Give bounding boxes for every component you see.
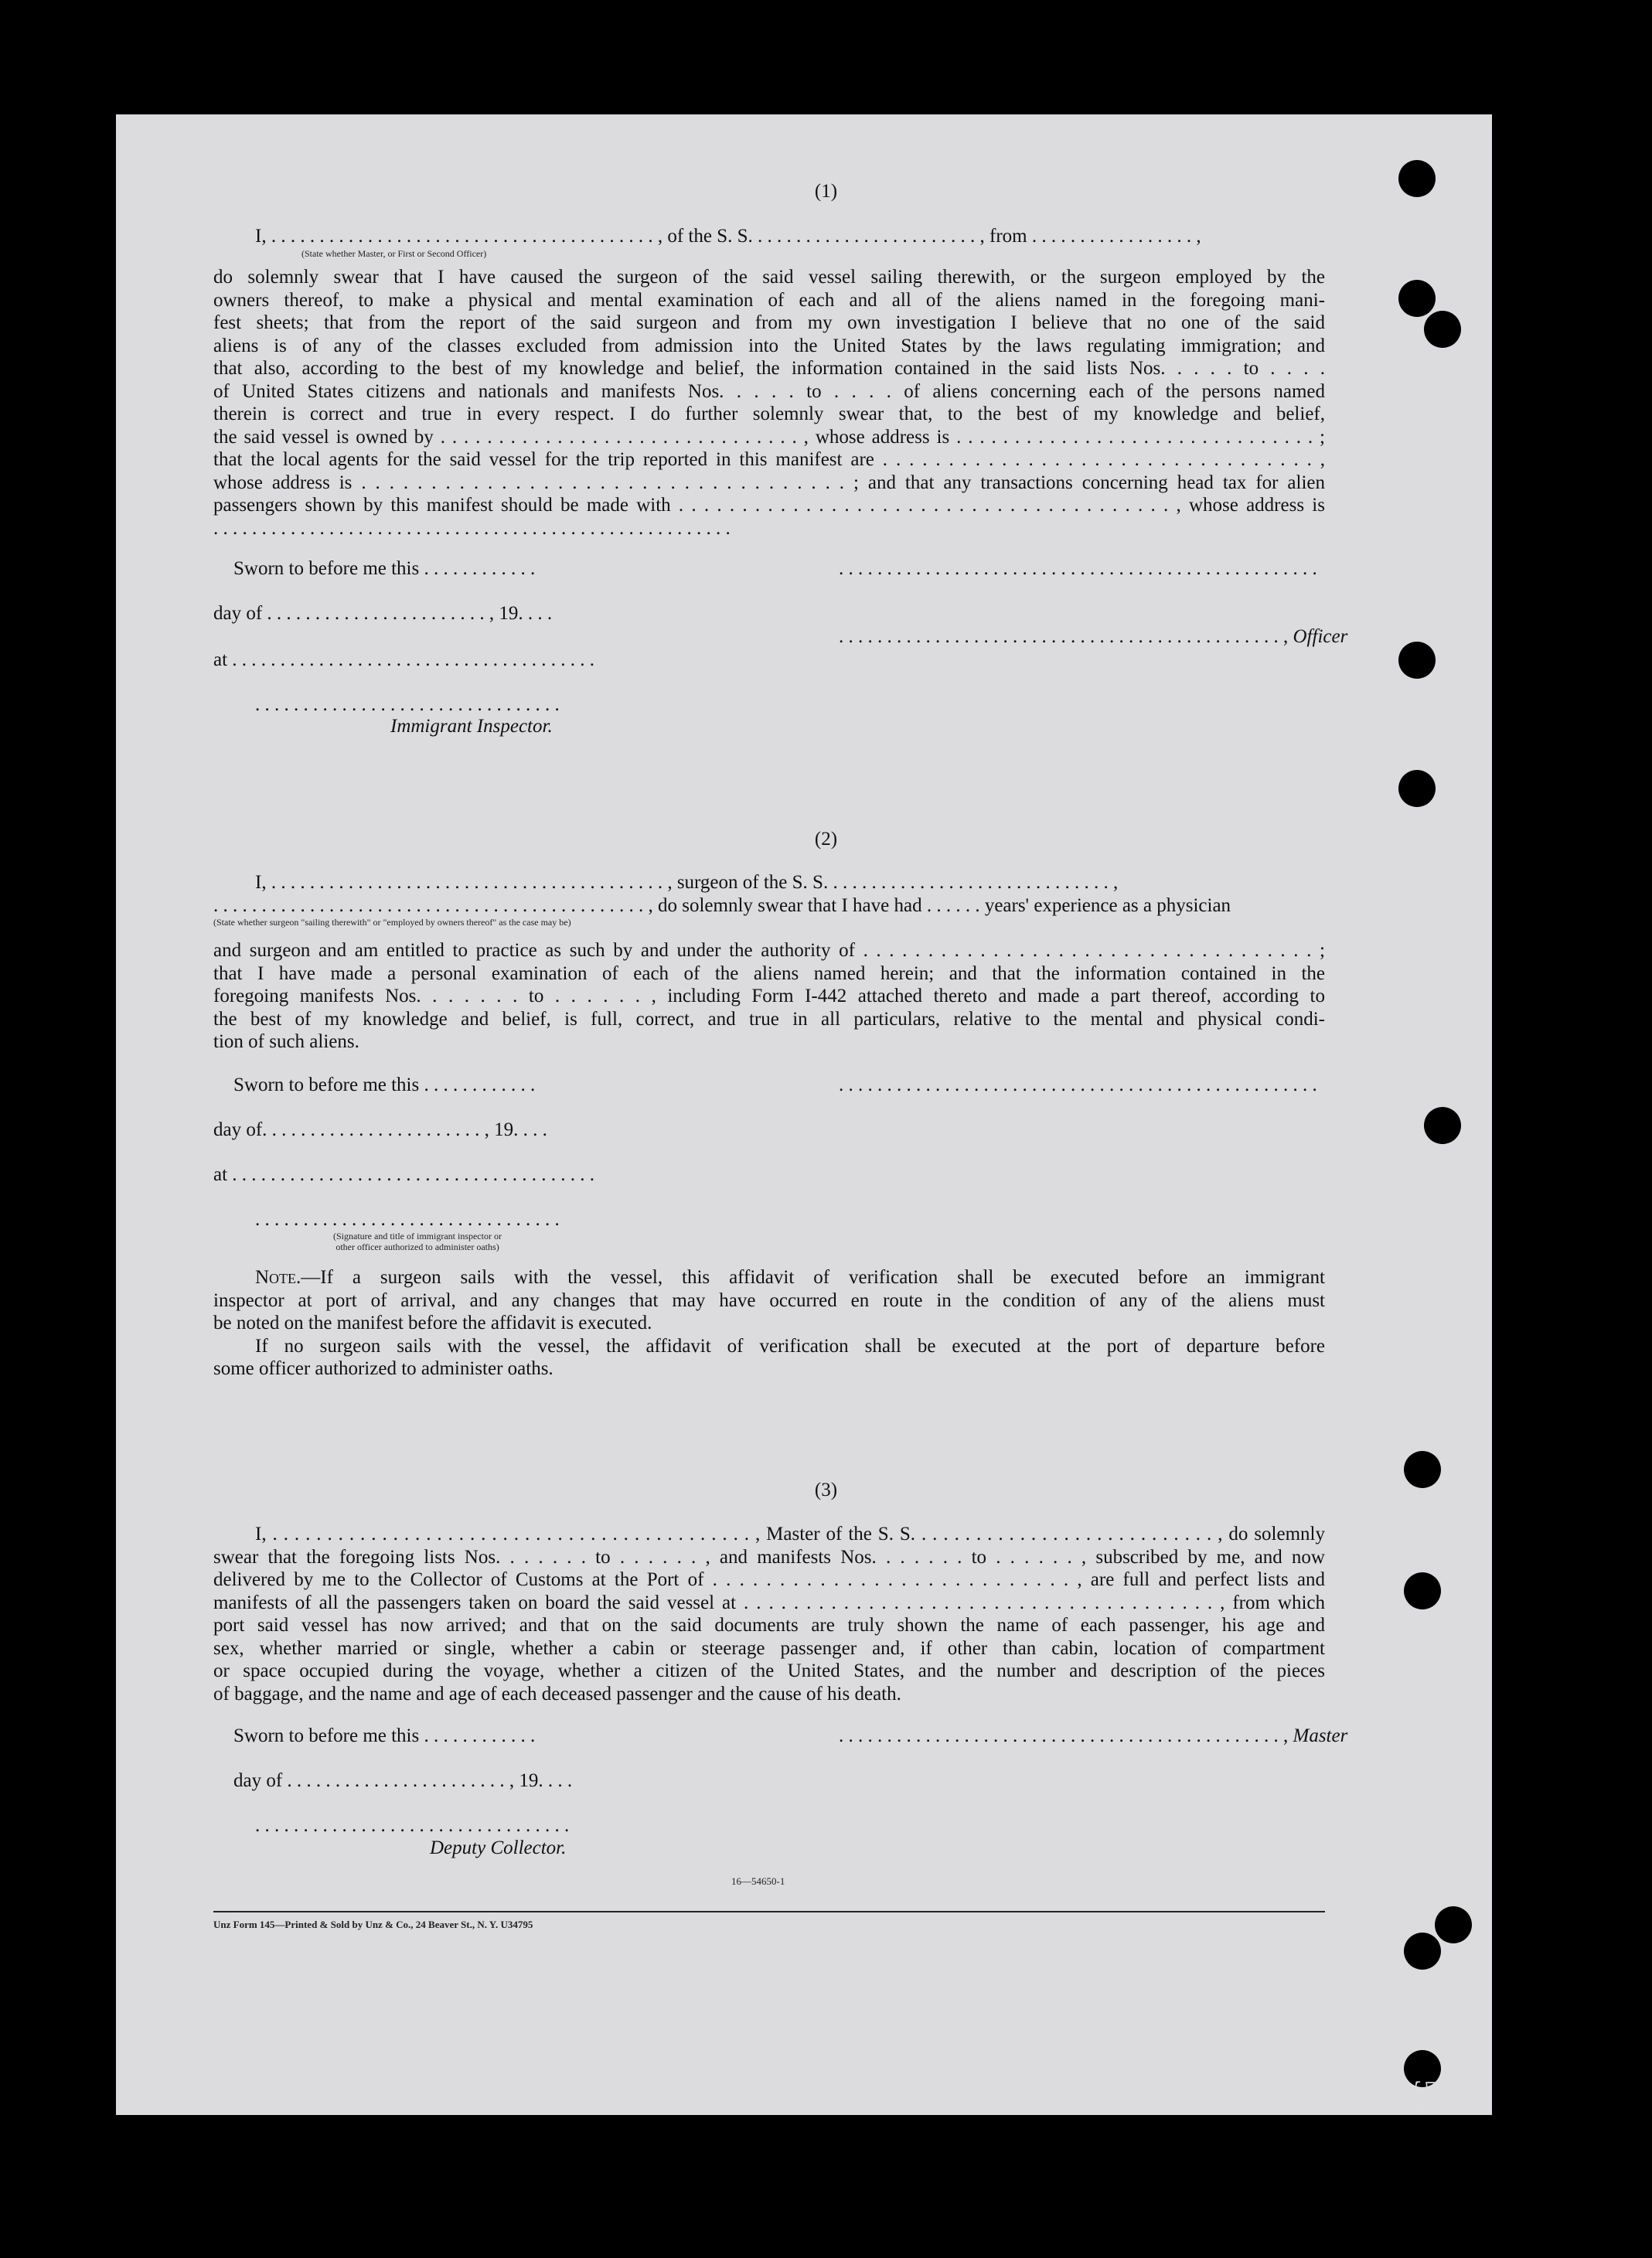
section-1-at: at . . . . . . . . . . . . . . . . . . . . . . . . . . . . . . . . . . . . . . bbox=[213, 649, 595, 670]
section-1-oath-line: I, . . . . . . . . . . . . . . . . . . . . . . . . . . . . . . . . . . . . . . . . , of the S. S. . . . . . . . . . . . . . . . . . . . . . . . , from . . . . . . . . . . . . . . . . . , bbox=[255, 226, 1201, 247]
text-line: the best of my knowledge and belief, is full, correct, and true in all particulars, relative to the mental and physical condi- bbox=[213, 1008, 1325, 1030]
text-line: inspector at port of arrival, and any changes that may have occurred en route in the condition of any of the aliens must bbox=[213, 1289, 1325, 1311]
text-line: delivered by me to the Collector of Customs at the Port of . . . . . . . . . . . . . . . . . . . . . . . . . . . , are full and perfect lists and bbox=[213, 1569, 1325, 1590]
officer-label: Officer bbox=[1293, 626, 1348, 647]
form-number: 16—54650-1 bbox=[731, 1875, 785, 1887]
text-line: that the local agents for the said vessel for the trip reported in this manifest are . . . . . . . . . . . . . . . . . . . . . . . . . . . . . . . . . , bbox=[213, 449, 1325, 470]
section-2-oath-line: I, . . . . . . . . . . . . . . . . . . . . . . . . . . . . . . . . . . . . . . . . . , surgeon of the S. S. . . . . . . . . . . . . . . . . . . . . . . . . . . . . . , bbox=[255, 872, 1119, 893]
text-line: . . . . . . . . . . . . . . . . . . . . . . . . . . . . . . . . . . . . . . . . . . . . . . . . . . . . . . bbox=[213, 517, 731, 539]
officer-dots: . . . . . . . . . . . . . . . . . . . . . . . . . . . . . . . . . . . . . . . . . . . . . . , bbox=[839, 626, 1293, 647]
text-line: do solemnly swear that I have caused the surgeon of the said vessel sailing therewith, or the surgeon employed by the bbox=[213, 267, 1325, 288]
text-line bbox=[213, 1266, 1325, 1289]
text-line: that also, according to the best of my knowledge and belief, the information contained in the said lists Nos. . . . . to . . . . bbox=[213, 358, 1325, 379]
text-line: whose address is . . . . . . . . . . . . . . . . . . . . . . . . . . . . . . . . . . . ; and that any transactions concerning head tax for alien bbox=[213, 472, 1325, 493]
text-line: port said vessel has now arrived; and that on the said documents are truly shown the name of each passenger, his age and bbox=[213, 1615, 1325, 1636]
section-2-signature-line: . . . . . . . . . . . . . . . . . . . . . . . . . . . . . . . . . . . . . . . . . . . . . . . . . . bbox=[839, 1075, 1317, 1095]
section-2-at: at . . . . . . . . . . . . . . . . . . . . . . . . . . . . . . . . . . . . . . bbox=[213, 1164, 595, 1185]
text-line: of baggage, and the name and age of each deceased passenger and the cause of his death. bbox=[213, 1683, 901, 1705]
binder-hole-5 bbox=[1398, 770, 1436, 807]
section-2-paragraph bbox=[213, 939, 1325, 1054]
section-3-number: (3) bbox=[814, 1480, 838, 1500]
section-2-number: (2) bbox=[814, 829, 838, 850]
text-line: be noted on the manifest before the affidavit is executed. bbox=[213, 1313, 652, 1333]
text-line: If no surgeon sails with the vessel, the affidavit of verification shall be executed at the port of departure before bbox=[255, 1335, 1325, 1357]
master-label: Master bbox=[1293, 1725, 1348, 1746]
binder-hole-9 bbox=[1435, 1906, 1472, 1943]
footer-printer: Unz Form 145—Printed & Sold by Unz & Co., 24 Beaver St., N. Y. U34795 bbox=[213, 1919, 533, 1930]
text-line: passengers shown by this manifest should be made with . . . . . . . . . . . . . . . . . . . . . . . . . . . . . . . . . . . . . . . , whose address is bbox=[213, 495, 1325, 516]
section-1-officer-line bbox=[839, 626, 1347, 648]
section-3-paragraph bbox=[213, 1523, 1325, 1705]
caption-line: (Signature and title of immigrant inspector or bbox=[333, 1231, 502, 1241]
section-1-inspector-line: . . . . . . . . . . . . . . . . . . . . . . . . . . . . . . . . bbox=[255, 694, 560, 715]
section-2-note bbox=[213, 1266, 1325, 1381]
text-line: swear that the foregoing lists Nos. . . . . . . to . . . . . . , and manifests Nos. . . . . . . to . . . . . . , subscribed by me, and now bbox=[213, 1546, 1325, 1568]
section-3-sworn: Sworn to before me this . . . . . . . . . . . . bbox=[233, 1725, 536, 1746]
note-label: Note. bbox=[255, 1267, 301, 1288]
section-1-inspector-label: Immigrant Inspector. bbox=[390, 716, 553, 737]
section-1-signature-line: . . . . . . . . . . . . . . . . . . . . . . . . . . . . . . . . . . . . . . . . . . . . . . . . . . bbox=[839, 558, 1317, 579]
section-3-deputy-label: Deputy Collector. bbox=[430, 1837, 567, 1858]
section-1-paragraph bbox=[213, 266, 1325, 540]
section-2-experience-line: . . . . . . . . . . . . . . . . . . . . . . . . . . . . . . . . . . . . . . . . . . . . . , do solemnly swear that I have had . . . . . . years' experience as a physician bbox=[213, 895, 1231, 916]
text-line: owners thereof, to make a physical and mental examination of each and all of the aliens named in the foregoing mani- bbox=[213, 289, 1325, 311]
section-2-inspector-caption bbox=[255, 1231, 580, 1252]
text-line: the said vessel is owned by . . . . . . . . . . . . . . . . . . . . . . . . . . . . . . . , whose address is . . . . . . . . . . . . . . . . . . . . . . . . . . . . . . . ; bbox=[213, 426, 1325, 448]
text-line: some officer authorized to administer oaths. bbox=[213, 1358, 554, 1379]
section-1-sworn: Sworn to before me this . . . . . . . . . . . . bbox=[233, 558, 536, 579]
master-dots: . . . . . . . . . . . . . . . . . . . . . . . . . . . . . . . . . . . . . . . . . . . . . . , bbox=[839, 1725, 1293, 1746]
text-line: foregoing manifests Nos. . . . . . . to . . . . . . , including Form I-442 attached thereto and made a part thereof, according to bbox=[213, 986, 1325, 1006]
page-number: 53 bbox=[1408, 2079, 1443, 2110]
footer-rule bbox=[213, 1911, 1325, 1912]
text-line: therein is correct and true in every respect. I do further solemnly swear that, to the best of my knowledge and belief, bbox=[213, 404, 1325, 424]
text-line: tion of such aliens. bbox=[213, 1031, 359, 1052]
text-line: of United States citizens and nationals and manifests Nos. . . . . to . . . . of aliens concerning each of the persons named bbox=[213, 380, 1325, 402]
binder-hole-8 bbox=[1404, 1572, 1441, 1609]
text-line: I, . . . . . . . . . . . . . . . . . . . . . . . . . . . . . . . . . . . . . . . . . . . . , Master of the S. S. . . . . . . . . . . . . . . . . . . . . . . . . . . . , do solemnly bbox=[255, 1524, 1325, 1544]
section-2-day: day of. . . . . . . . . . . . . . . . . . . . . . . , 19. . . . bbox=[213, 1119, 547, 1140]
text-line: aliens is of any of the classes excluded from admission into the United States by the laws regulating immigration; and bbox=[213, 335, 1325, 356]
text-line: sex, whether married or single, whether a cabin or steerage passenger and, if other than cabin, location of compartment bbox=[213, 1637, 1325, 1659]
text-line: fest sheets; that from the report of the said surgeon and from my own investigation I believe that no one of the said bbox=[213, 312, 1325, 333]
binder-hole-3 bbox=[1424, 311, 1461, 348]
text-line: or space occupied during the voyage, whether a citizen of the United States, and the number and description of the pieces bbox=[213, 1660, 1325, 1681]
binder-hole-6 bbox=[1424, 1107, 1461, 1144]
section-1-day: day of . . . . . . . . . . . . . . . . . . . . . . . , 19. . . . bbox=[213, 603, 553, 624]
section-3-deputy-line: . . . . . . . . . . . . . . . . . . . . . . . . . . . . . . . . . bbox=[255, 1815, 570, 1836]
caption-line: other officer authorized to administer oaths) bbox=[336, 1241, 499, 1252]
section-2-sworn: Sworn to before me this . . . . . . . . . . . . bbox=[233, 1075, 536, 1095]
text-line: manifests of all the passengers taken on board the said vessel at . . . . . . . . . . . . . . . . . . . . . . . . . . . . . . . . . . . . . . , from which bbox=[213, 1592, 1325, 1613]
section-2-inspector-line: . . . . . . . . . . . . . . . . . . . . . . . . . . . . . . . . bbox=[255, 1209, 560, 1230]
binder-hole-10 bbox=[1404, 1933, 1441, 1970]
text-line: and surgeon and am entitled to practice as such by and under the authority of . . . . . . . . . . . . . . . . . . . . . . . . . . . . . . . . . . . ; bbox=[213, 940, 1325, 961]
section-2-surgeon-note: (State whether surgeon "sailing therewith" or "employed by owners thereof" as the case may be) bbox=[213, 917, 571, 928]
binder-hole-2 bbox=[1398, 280, 1436, 317]
section-3-day: day of . . . . . . . . . . . . . . . . . . . . . . . , 19. . . . bbox=[233, 1770, 573, 1791]
section-3-master-line bbox=[839, 1725, 1347, 1747]
section-1-number: (1) bbox=[814, 181, 838, 202]
text-line: that I have made a personal examination of each of the aliens named herein; and that the information contained in the bbox=[213, 962, 1325, 984]
binder-hole-4 bbox=[1398, 642, 1436, 679]
section-1-officer-note: (State whether Master, or First or Second Officer) bbox=[301, 248, 487, 259]
note-text: —If a surgeon sails with the vessel, this affidavit of verification shall be executed before an immigrant bbox=[301, 1267, 1325, 1288]
